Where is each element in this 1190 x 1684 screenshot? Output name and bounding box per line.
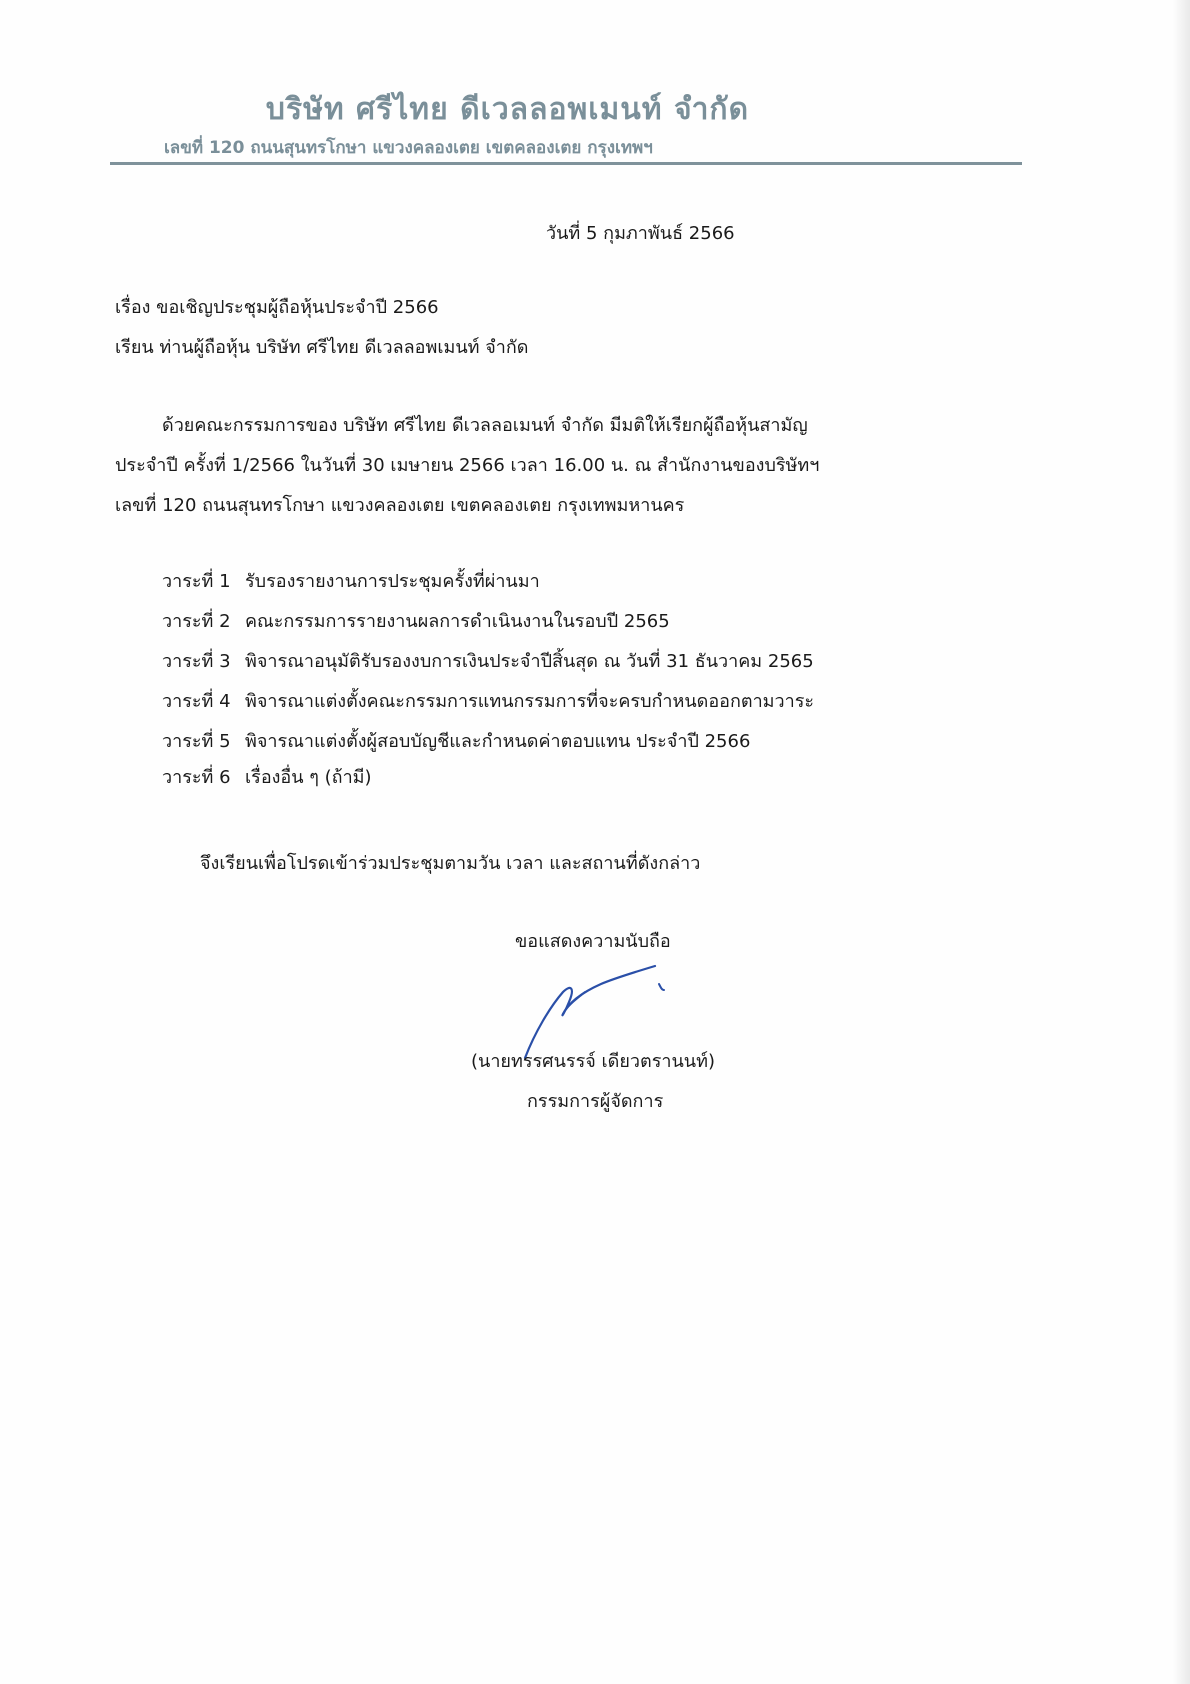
header-divider — [110, 162, 1022, 165]
agenda-text-1: รับรองรายงานการประชุมครั้งที่ผ่านมา — [245, 571, 540, 592]
company-name: บริษัท ศรีไทย ดีเวลลอพเมนท์ จำกัด — [265, 92, 750, 127]
page-edge-shadow — [1172, 0, 1190, 1684]
agenda-text-6: เรื่องอื่น ๆ (ถ้ามี) — [245, 767, 372, 788]
agenda-label-6: วาระที่ 6 — [162, 767, 231, 788]
agenda-text-2: คณะกรรมการรายงานผลการดำเนินงานในรอบปี 2565 — [245, 611, 670, 632]
closing-request: จึงเรียนเพื่อโปรดเข้าร่วมประชุมตามวัน เวลา และสถานที่ดังกล่าว — [200, 853, 701, 874]
letter-date: วันที่ 5 กุมภาพันธ์ 2566 — [546, 223, 735, 244]
body-line-3: เลขที่ 120 ถนนสุนทรโกษา แขวงคลองเตย เขตคลองเตย กรุงเทพมหานคร — [115, 495, 685, 516]
agenda-label-3: วาระที่ 3 — [162, 651, 231, 672]
sign-off: ขอแสดงความนับถือ — [515, 931, 671, 952]
company-address: เลขที่ 120 ถนนสุนทรโกษา แขวงคลองเตย เขตคลองเตย กรุงเทพฯ — [164, 138, 653, 158]
agenda-text-4: พิจารณาแต่งตั้งคณะกรรมการแทนกรรมการที่จะครบกำหนดออกตามวาระ — [245, 691, 815, 712]
agenda-label-1: วาระที่ 1 — [162, 571, 231, 592]
letter-subject: เรื่อง ขอเชิญประชุมผู้ถือหุ้นประจำปี 2566 — [115, 297, 439, 318]
signatory-name: (นายทรรศนรรจ์ เดียวตรานนท์) — [471, 1051, 715, 1072]
letter-recipient: เรียน ท่านผู้ถือหุ้น บริษัท ศรีไทย ดีเวลลอพเมนท์ จำกัด — [115, 337, 529, 358]
agenda-label-2: วาระที่ 2 — [162, 611, 231, 632]
agenda-label-5: วาระที่ 5 — [162, 731, 231, 752]
agenda-text-5: พิจารณาแต่งตั้งผู้สอบบัญชีและกำหนดค่าตอบแทน ประจำปี 2566 — [245, 731, 751, 752]
body-line-2: ประจำปี ครั้งที่ 1/2566 ในวันที่ 30 เมษายน 2566 เวลา 16.00 น. ณ สำนักงานของบริษัทฯ — [115, 455, 820, 476]
signatory-title: กรรมการผู้จัดการ — [527, 1091, 664, 1112]
body-line-1: ด้วยคณะกรรมการของ บริษัท ศรีไทย ดีเวลลอเมนท์ จำกัด มีมติให้เรียกผู้ถือหุ้นสามัญ — [162, 415, 808, 436]
agenda-label-4: วาระที่ 4 — [162, 691, 231, 712]
agenda-text-3: พิจารณาอนุมัติรับรองงบการเงินประจำปีสิ้นสุด ณ วันที่ 31 ธันวาคม 2565 — [245, 651, 814, 672]
